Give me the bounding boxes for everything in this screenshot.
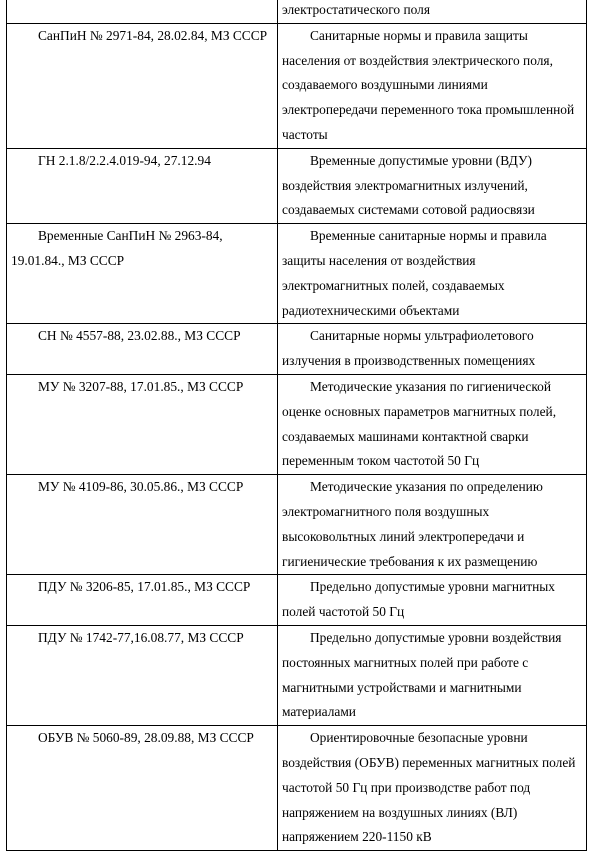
- description-text: Методические указания по определению электромагнитного поля воздушных высоковольтных линий электропередачи и гигиенические требования к их размещению: [282, 479, 543, 569]
- description-text: Временные санитарные нормы и правила защиты населения от воздействия электромагнитных полей, создаваемых радиотехническими объектами: [282, 228, 547, 318]
- description-cell: [278, 575, 587, 626]
- description-cell: [278, 148, 587, 223]
- document-label: МУ № 3207-88, 17.01.85., МЗ СССР: [38, 378, 244, 394]
- table-row: [7, 726, 587, 851]
- description-cell: [278, 324, 587, 375]
- document-cell: [7, 726, 278, 851]
- document-cell: [7, 625, 278, 725]
- description-cell: [278, 726, 587, 851]
- description-text: Санитарные нормы ультрафиолетового излучения в производственных помещениях: [282, 328, 536, 369]
- document-cell: [7, 324, 278, 375]
- document-label: СН № 4557-88, 23.02.88., МЗ СССР: [38, 328, 241, 344]
- document-label: ПДУ № 1742-77,16.08.77, МЗ СССР: [38, 629, 244, 645]
- description-cell: [278, 224, 587, 324]
- description-cell: [278, 475, 587, 575]
- table-row: [7, 475, 587, 575]
- document-cell: [7, 148, 278, 223]
- description-cell: [278, 0, 587, 23]
- table-row: [7, 224, 587, 324]
- document-cell: [7, 475, 278, 575]
- document-label: МУ № 4109-86, 30.05.86., МЗ СССР: [38, 479, 244, 495]
- document-label: Временные СанПиН № 2963-84, 19.01.84., МЗ СССР: [11, 228, 223, 268]
- table-row: [7, 625, 587, 725]
- document-cell: [7, 0, 278, 23]
- document-label: СанПиН № 2971-84, 28.02.84, МЗ СССР: [38, 27, 268, 43]
- table-row: [7, 374, 587, 474]
- document-cell: [7, 575, 278, 626]
- table-row: [7, 0, 587, 23]
- table-row: [7, 148, 587, 223]
- description-text: Методические указания по гигиенической оценке основных параметров магнитных полей, создаваемых машинами контактной сварки переменным током частотой 50 Гц: [282, 378, 557, 469]
- table-row: [7, 575, 587, 626]
- norms-table-body: [7, 0, 587, 851]
- document-cell: [7, 23, 278, 148]
- description-text: Ориентировочные безопасные уровни воздействия (ОБУВ) переменных магнитных полей частотой 50 Гц при производстве работ под напряжением на воздушных линиях (ВЛ) напряжением 220-1150 кВ: [282, 730, 576, 845]
- description-text: Предельно допустимые уровни магнитных полей частотой 50 Гц: [282, 579, 555, 620]
- description-cell: [278, 374, 587, 474]
- document-cell: [7, 374, 278, 474]
- description-text: Временные допустимые уровни (ВДУ) воздействия электромагнитных излучений, создаваемых системами сотовой радиосвязи: [282, 152, 535, 218]
- document-label: ПДУ № 3206-85, 17.01.85., МЗ СССР: [38, 579, 251, 595]
- norms-table: [6, 0, 587, 851]
- table-row: [7, 324, 587, 375]
- description-text: Санитарные нормы и правила защиты населения от воздействия электрического поля, создаваемого воздушными линиями электропередачи переменного тока промышленной частоты: [282, 27, 575, 142]
- description-cell: [278, 23, 587, 148]
- table-row: [7, 23, 587, 148]
- document-label: ОБУВ № 5060-89, 28.09.88, МЗ СССР: [38, 730, 254, 746]
- document-cell: [7, 224, 278, 324]
- document-label: ГН 2.1.8/2.2.4.019-94, 27.12.94: [38, 152, 211, 168]
- description-text: электростатического поля: [282, 2, 430, 17]
- description-cell: [278, 625, 587, 725]
- description-text: Предельно допустимые уровни воздействия постоянных магнитных полей при работе с магнитными устройствами и магнитными материалами: [282, 629, 562, 720]
